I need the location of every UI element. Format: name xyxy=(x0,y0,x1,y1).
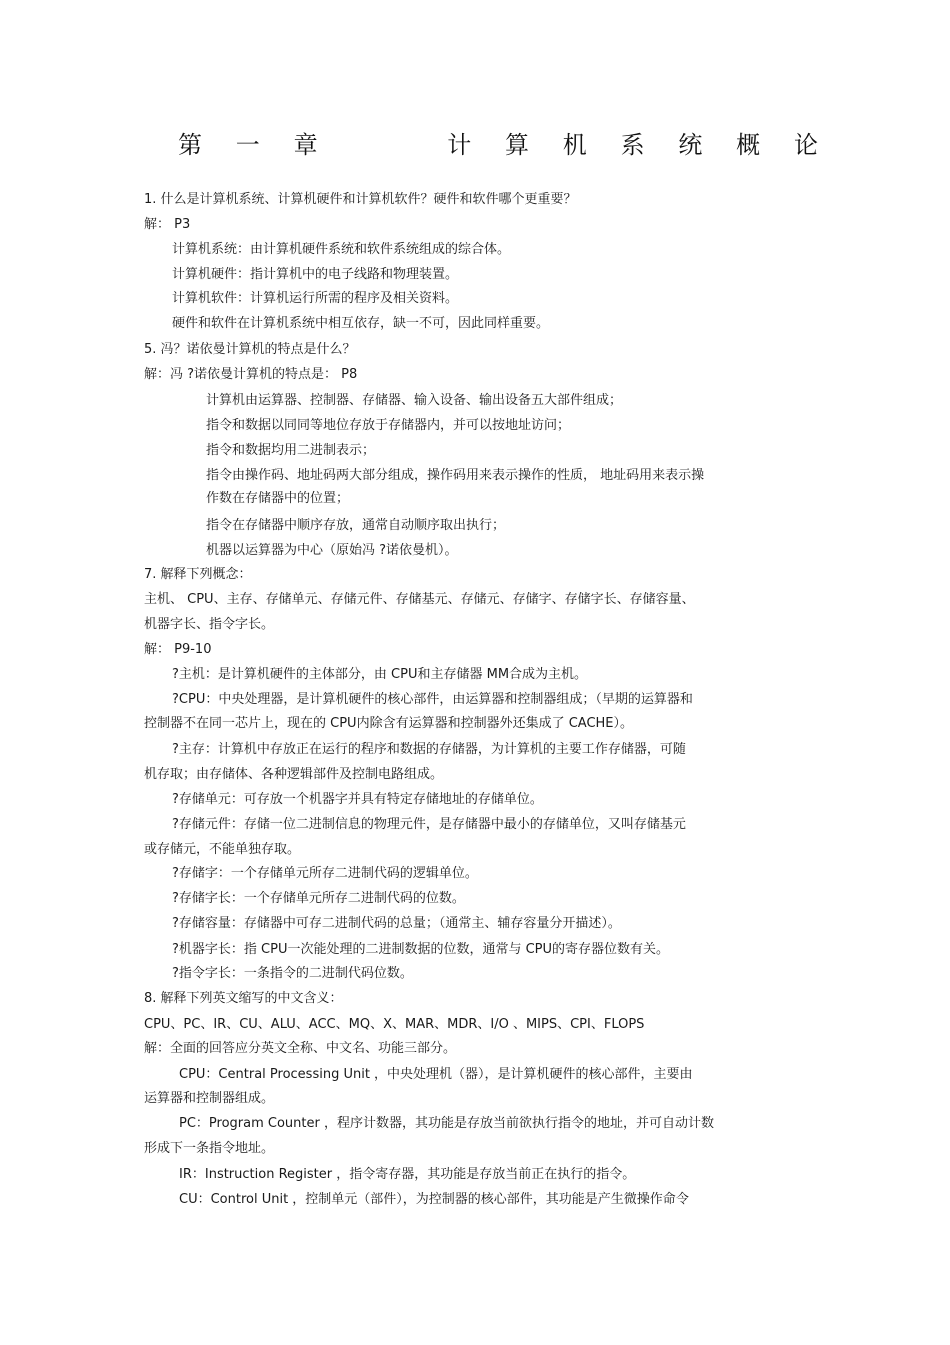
answer-7-line: 或存储元，不能单独存取。 xyxy=(144,842,301,857)
answer-1-line: 计算机硬件：指计算机中的电子线路和物理装置。 xyxy=(172,267,459,282)
title-char: 论 xyxy=(793,130,818,159)
answer-5-line: 指令由操作码、地址码两大部分组成，操作码用来表示操作的性质， 地址码用来表示操 xyxy=(206,468,705,483)
answer-5-line: 计算机由运算器、控制器、存储器、输入设备、输出设备五大部件组成； xyxy=(206,393,623,408)
title-char: 计 xyxy=(447,130,472,159)
answer-8-line: 形成下一条指令地址。 xyxy=(144,1141,275,1156)
answer-7-line: ?指令字长：一条指令的二进制代码位数。 xyxy=(172,966,413,981)
title-char: 概 xyxy=(736,130,761,159)
question-5: 5. 冯？诺依曼计算机的特点是什么？ xyxy=(144,342,356,357)
answer-7-line: 控制器不在同一芯片上，现在的 CPU内除含有运算器和控制器外还集成了 CACHE）。 xyxy=(144,716,634,731)
answer-7-line: ?存储元件：存储一位二进制信息的物理元件，是存储器中最小的存储单位，又叫存储基元 xyxy=(172,817,686,832)
answer-5-ref: 解：冯 ?诺依曼计算机的特点是： P8 xyxy=(144,367,358,382)
answer-7-line: ?机器字长：指 CPU一次能处理的二进制数据的位数，通常与 CPU的寄存器位数有关。 xyxy=(172,942,670,957)
answer-1-ref: 解： P3 xyxy=(144,217,191,232)
title-char: 系 xyxy=(620,130,645,159)
answer-8-line: PC：Program Counter ，程序计数器，其功能是存放当前欲执行指令的地址，并可自动计数 xyxy=(179,1116,714,1131)
question-1: 1. 什么是计算机系统、计算机硬件和计算机软件？硬件和软件哪个更重要？ xyxy=(144,192,577,207)
answer-1-line: 计算机软件：计算机运行所需的程序及相关资料。 xyxy=(172,291,459,306)
answer-8-intro: 解：全面的回答应分英文全称、中文名、功能三部分。 xyxy=(144,1041,457,1056)
answer-8-line: CPU：Central Processing Unit ，中央处理机（器），是计算机硬件的核心部件，主要由 xyxy=(179,1067,693,1082)
chapter-title xyxy=(178,124,818,160)
answer-8-line: 运算器和控制器组成。 xyxy=(144,1091,275,1106)
title-char: 算 xyxy=(504,130,529,159)
answer-5-line: 指令在存储器中顺序存放，通常自动顺序取出执行； xyxy=(206,518,506,533)
question-8-terms: CPU、PC、IR、CU、ALU、ACC、MQ、X、MAR、MDR、I/O 、MIPS、CPI、FLOPS xyxy=(144,1017,645,1032)
title-char: 一 xyxy=(235,130,260,159)
answer-7-line: ?主机：是计算机硬件的主体部分，由 CPU和主存储器 MM合成为主机。 xyxy=(172,667,588,682)
answer-7-line: ?CPU：中央处理器，是计算机硬件的核心部件，由运算器和控制器组成；（早期的运算器和 xyxy=(172,692,693,707)
question-7-terms: 主机、 CPU、主存、存储单元、存储元件、存储基元、存储元、存储字、存储字长、存储容量、 xyxy=(144,592,695,607)
answer-5-line: 机器以运算器为中心（原始冯 ?诺依曼机）。 xyxy=(206,543,458,558)
answer-8-line: CU：Control Unit ，控制单元（部件），为控制器的核心部件，其功能是产生微操作命令 xyxy=(179,1192,689,1207)
question-7-terms: 机器字长、指令字长。 xyxy=(144,617,275,632)
answer-5-line: 作数在存储器中的位置； xyxy=(206,491,350,506)
answer-5-line: 指令和数据以同同等地位存放于存储器内，并可以按地址访问； xyxy=(206,418,571,433)
title-char: 章 xyxy=(293,130,318,159)
answer-7-line: ?存储字：一个存储单元所存二进制代码的逻辑单位。 xyxy=(172,866,478,881)
title-char: 机 xyxy=(562,130,587,159)
answer-7-line: 机存取；由存储体、各种逻辑部件及控制电路组成。 xyxy=(144,767,444,782)
answer-7-line: ?存储字长：一个存储单元所存二进制代码的位数。 xyxy=(172,891,465,906)
title-char: 第 xyxy=(178,130,202,159)
answer-7-line: ?存储单元：可存放一个机器字并具有特定存储地址的存储单位。 xyxy=(172,792,543,807)
answer-1-line: 硬件和软件在计算机系统中相互依存，缺一不可，因此同样重要。 xyxy=(172,316,550,331)
answer-7-ref: 解： P9-10 xyxy=(144,642,212,657)
answer-5-line: 指令和数据均用二进制表示； xyxy=(206,443,376,458)
answer-7-line: ?主存：计算机中存放正在运行的程序和数据的存储器，为计算机的主要工作存储器，可随 xyxy=(172,742,686,757)
answer-7-line: ?存储容量：存储器中可存二进制代码的总量；（通常主、辅存容量分开描述）。 xyxy=(172,916,621,931)
answer-8-line: IR：Instruction Register ，指令寄存器，其功能是存放当前正在执行的指令。 xyxy=(179,1167,636,1182)
answer-1-line: 计算机系统：由计算机硬件系统和软件系统组成的综合体。 xyxy=(172,242,511,257)
question-8: 8. 解释下列英文缩写的中文含义： xyxy=(144,991,343,1006)
title-char: 统 xyxy=(678,130,703,159)
question-7: 7. 解释下列概念： xyxy=(144,567,252,582)
